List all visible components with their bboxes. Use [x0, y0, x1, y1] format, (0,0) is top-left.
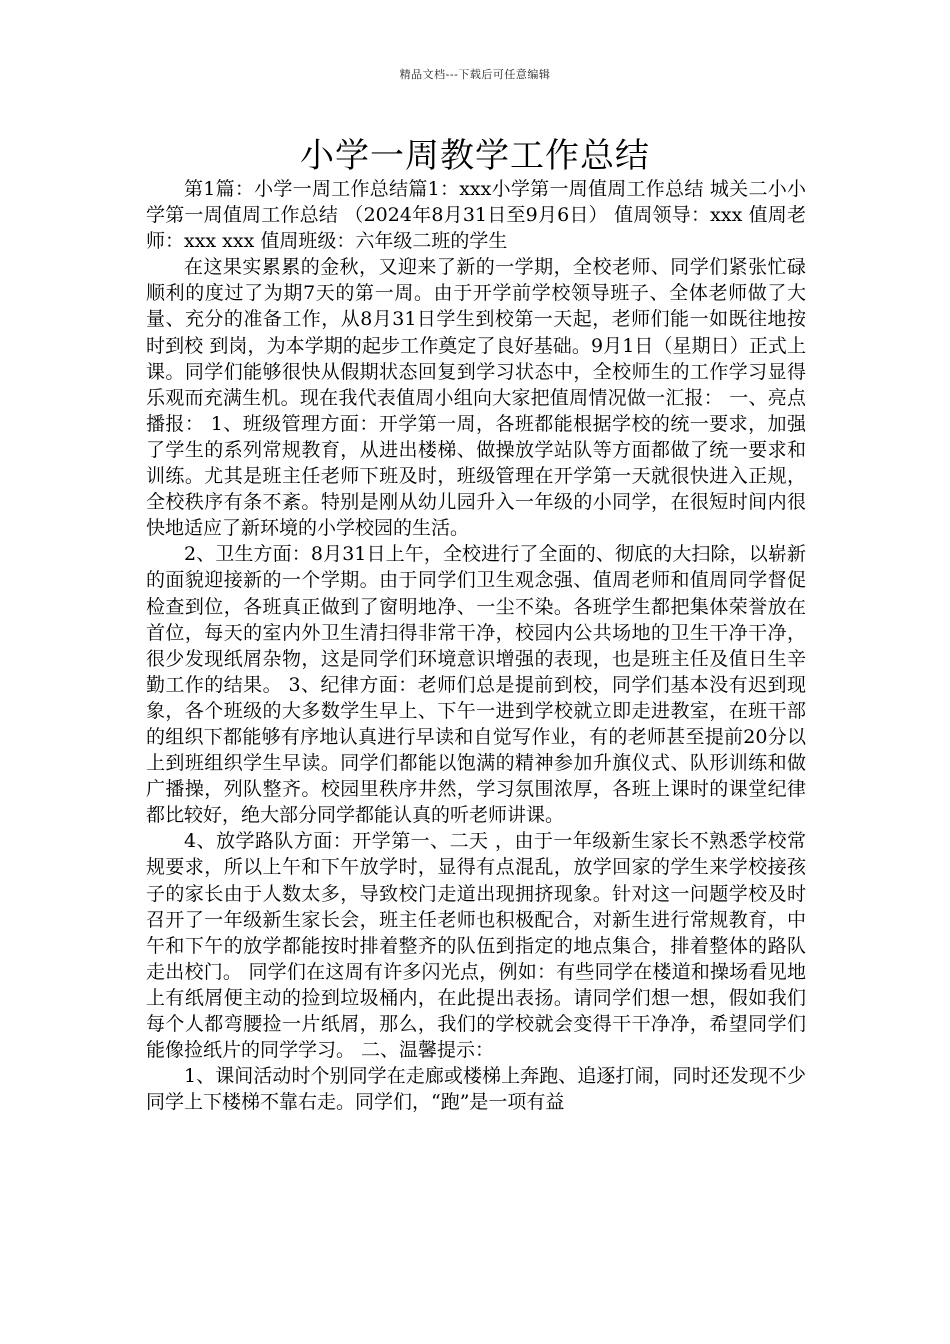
paragraph-overview: 在这果实累累的金秋，又迎来了新的一学期，全校老师、同学们紧张忙碌顺利的度过了为期7天的第一周。由于开学前学校领导班子、全体老师做了大量、充分的准备工作，从8月31日学生到校第一天起，老师们能一如既往地按时到校 到岗，为本学期的起步工作奠定了良好基础。9月1日（星期日）正式上课。同学们能够很快从假期状态回复到学习状态中，全校师生的工作学习显得乐观而充满生机。现在我代表值周小组向大家把值周情况做一汇报： 一、亮点播报： 1、班级管理方面：开学第一周，各班都能根据学校的统一要求，加强了学生的系列常规教育，从进出楼梯、做操放学站队等方面都做了统一要求和训练。尤其是班主任老师下班及时，班级管理在开学第一天就很快进入正规，全校秩序有条不紊。特别是刚从幼儿园升入一年级的小同学，在很短时间内很快地适应了新环境的小学校园的生活。 — [146, 256, 806, 540]
document-title: 小学一周教学工作总结 — [300, 136, 650, 176]
paragraph-hygiene-discipline: 2、卫生方面：8月31日上午，全校进行了全面的、彻底的大扫除，以崭新的面貌迎接新的一个学期。由于同学们卫生观念强、值周老师和值周同学督促检查到位，各班真正做到了窗明地净、一尘不染。各班学生都把集体荣誉放在首位，每天的室内外卫生清扫得非常干净，校园内公共场地的卫生干净干净，很少发现纸屑杂物，这是同学们环境意识增强的表现，也是班主任及值日生辛勤工作的结果。 3、纪律方面：老师们总是提前到校，同学们基本没有迟到现象，各个班级的大多数学生早上、下午一进到学校就立即走进教室，在班干部的组织下都能够有序地认真进行早读和自觉写作业，有的老师甚至提前20分以上到班组织学生早读。同学们都能以饱满的精神参加升旗仪式、队形训练和做广播操，列队整齐。校园里秩序井然，学习氛围浓厚，各班上课时的课堂纪律都比较好，绝大部分同学都能认真的听老师讲课。 — [146, 543, 806, 827]
paragraph-intro: 第1篇：小学一周工作总结篇1：xxx小学第一周值周工作总结 城关二小小学第一周值周工作总结 （2024年8月31日至9月6日） 值周领导：xxx 值周老师：xxx xxx 值周班级：六年级二班的学生 — [146, 178, 806, 253]
header-note: 精品文档---下载后可任意编辑 — [399, 68, 551, 81]
paragraph-dismissal: 4、放学路队方面：开学第一、二天 ，由于一年级新生家长不熟悉学校常规要求，所以上午和下午放学时，显得有点混乱，放学回家的学生来学校接孩子的家长由于人数太多，导致校门走道出现拥挤现象。针对这一问题学校及时召开了一年级新生家长会，班主任老师也积极配合，对新生进行常规教育，中午和下午的放学都能按时排着整齐的队伍到指定的地点集合，排着整体的路队走出校门。 同学们在这周有许多闪光点，例如：有些同学在楼道和操场看见地上有纸屑便主动的捡到垃圾桶内，在此提出表扬。请同学们想一想，假如我们每个人都弯腰捡一片纸屑，那么，我们的学校就会变得干干净净，希望同学们能像捡纸片的同学学习。 二、温馨提示： — [146, 830, 806, 1062]
paragraph-reminder: 1、课间活动时个别同学在走廊或楼梯上奔跑、追逐打闹，同时还发现不少同学上下楼梯不靠右走。同学们，“跑”是一项有益 — [146, 1065, 806, 1114]
document-body — [146, 176, 806, 1115]
